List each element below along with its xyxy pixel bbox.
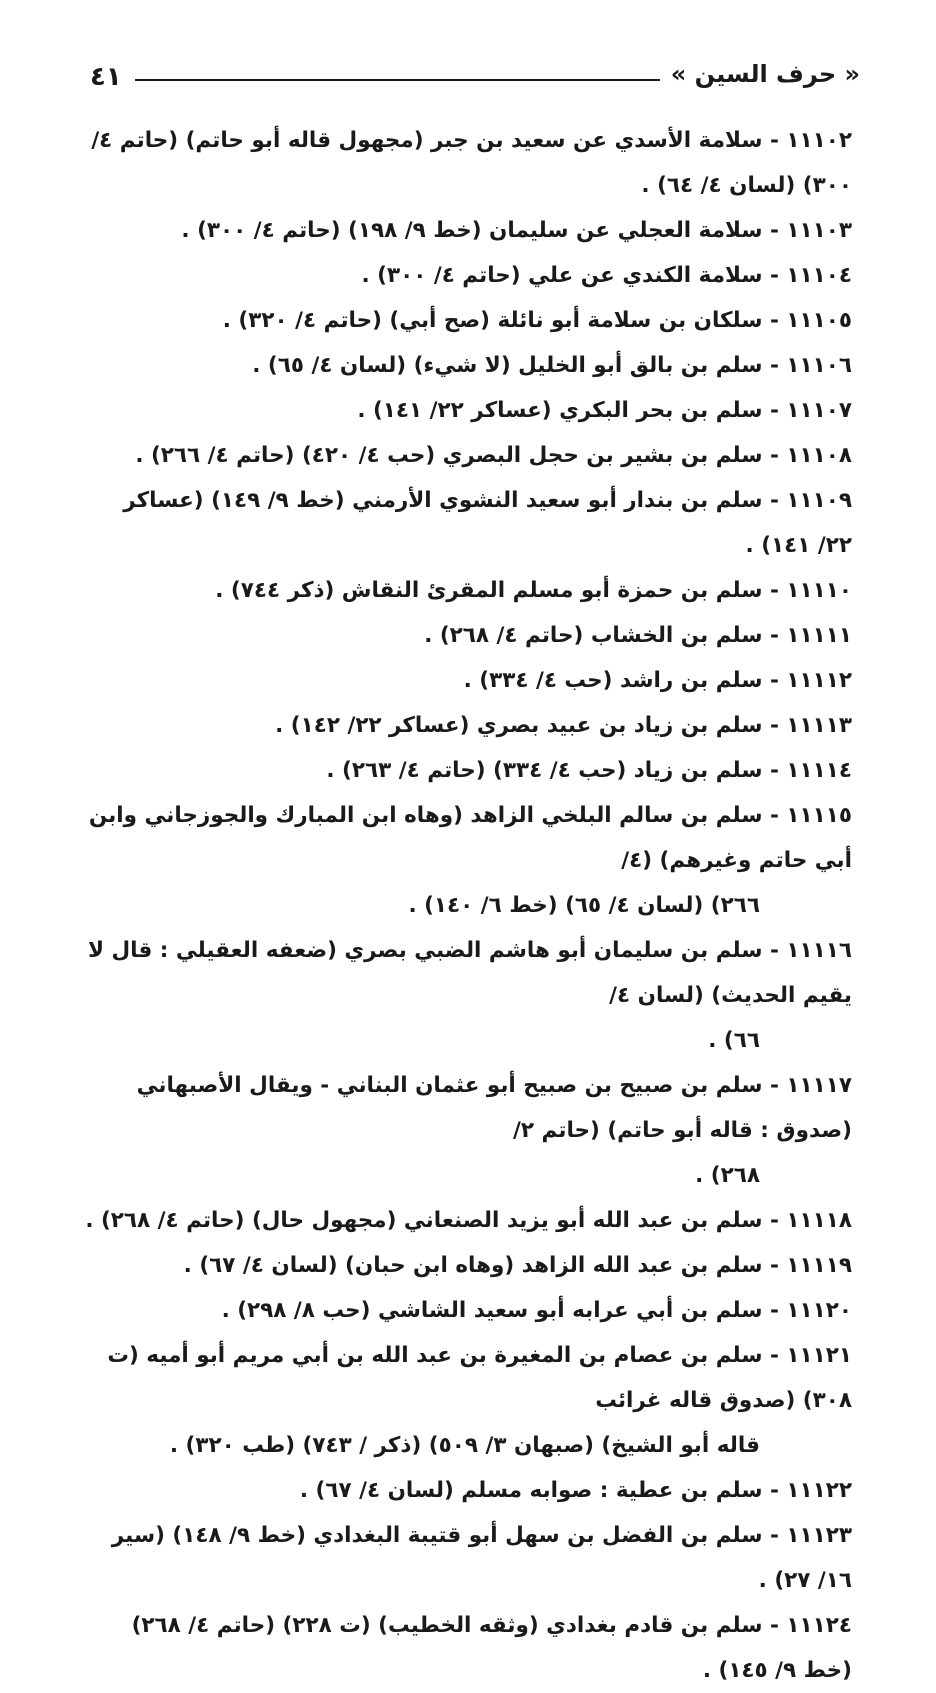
entry-number: ١١١٠٥ — [786, 308, 852, 333]
entry — [84, 1063, 852, 1198]
header-rule — [135, 79, 660, 81]
entry-number: ١١١٠٧ — [786, 398, 852, 423]
entry — [84, 703, 852, 748]
entry-number: ١١١٢٠ — [786, 1298, 852, 1323]
entry-text: - سلامة العجلي عن سليمان (خط ٩/ ١٩٨) (حاتم ٤/ ٣٠٠) . — [181, 218, 787, 243]
entry-text: - سلم بن زياد (حب ٤/ ٣٣٤) (حاتم ٤/ ٢٦٣) . — [326, 758, 787, 783]
entry-text: - سلم بن عبد الله أبو يزيد الصنعاني (مجهول حال) (حاتم ٤/ ٢٦٨) . — [85, 1208, 787, 1233]
entry-text: - سلم بن الفضل بن سهل أبو قتيبة البغدادي (خط ٩/ ١٤٨) (سير ١٦/ ٢٧) . — [111, 1523, 852, 1593]
entry-text: - سلامة الكندي عن علي (حاتم ٤/ ٣٠٠) . — [361, 263, 787, 288]
entry — [84, 748, 852, 793]
page-number: ٤١ — [90, 62, 122, 92]
entry-number: ١١١٢٤ — [786, 1613, 852, 1638]
entry-number: ١١١١٠ — [786, 578, 852, 603]
entry — [84, 253, 852, 298]
entry-text: - سلم بن عطية : صوابه مسلم (لسان ٤/ ٦٧) . — [299, 1478, 787, 1503]
entry-number: ١١١٠٣ — [786, 218, 852, 243]
entry-text: - سلم بن زياد بن عبيد بصري (عساكر ٢٢/ ١٤٢) . — [275, 713, 787, 738]
entry — [84, 658, 852, 703]
entry — [84, 478, 852, 568]
entry — [84, 1468, 852, 1513]
entry-number: ١١١١١ — [786, 623, 852, 648]
entry-text: - سلامة الأسدي عن سعيد بن جبر (مجهول قاله أبو حاتم) (حاتم ٤/ ٣٠٠) (لسان ٤/ ٦٤) . — [91, 128, 852, 198]
entry-text: - سلم بن حمزة أبو مسلم المقرئ النقاش (ذكر ٧٤٤) . — [215, 578, 787, 603]
entry — [84, 208, 852, 253]
entry-continuation: ٢٦٦) (لسان ٤/ ٦٥) (خط ٦/ ١٤٠) . — [408, 893, 760, 918]
entry — [84, 433, 852, 478]
entry-number: ١١١٠٨ — [786, 443, 852, 468]
entry — [84, 928, 852, 1063]
entry — [84, 388, 852, 433]
entry-continuation: قاله أبو الشيخ) (صبهان ٣/ ٥٠٩) (ذكر / ٧٤٣) (طب ٣٢٠) . — [169, 1433, 760, 1458]
entry — [84, 1198, 852, 1243]
entry — [84, 298, 852, 343]
entry-text: - سلم بن بشير بن حجل البصري (حب ٤/ ٤٢٠) (حاتم ٤/ ٢٦٦) . — [135, 443, 787, 468]
entry-number: ١١١١٨ — [786, 1208, 852, 1233]
entry-number: ١١١١٦ — [786, 938, 852, 963]
entry-text: - سلم بن صبيح بن صبيح أبو عثمان البناني - ويقال الأصبهاني (صدوق : قاله أبو حاتم) (حاتم ٢/ — [136, 1073, 852, 1143]
entry-number: ١١١١٣ — [786, 713, 852, 738]
entry-text: - سلم بن قادم بغدادي (وثقه الخطيب) (ت ٢٢٨) (حاتم ٤/ ٢٦٨) (خط ٩/ ١٤٥) . — [131, 1613, 852, 1683]
entry-text: - سلم بن راشد (حب ٤/ ٣٣٤) . — [463, 668, 787, 693]
entry — [84, 568, 852, 613]
entry — [84, 1603, 852, 1693]
entry-number: ١١١٢٢ — [786, 1478, 852, 1503]
entry-number: ١١١١٢ — [786, 668, 852, 693]
running-title: « حرف السين » — [670, 60, 860, 88]
entry-text: - سلم بن الخشاب (حاتم ٤/ ٢٦٨) . — [424, 623, 787, 648]
entry-number: ١١١١٩ — [786, 1253, 852, 1278]
entry — [84, 1243, 852, 1288]
entry-number: ١١١٠٦ — [786, 353, 852, 378]
entry-text: - سلم بن عصام بن المغيرة بن عبد الله بن أبي مريم أبو أميه (ت ٣٠٨) (صدوق قاله غرائب — [107, 1343, 852, 1413]
entry-number: ١١١٢٣ — [786, 1523, 852, 1548]
entry-text: - سلكان بن سلامة أبو نائلة (صح أبي) (حاتم ٤/ ٣٢٠) . — [222, 308, 787, 333]
entry-text: - سلم بن عبد الله الزاهد (وهاه ابن حبان) (لسان ٤/ ٦٧) . — [183, 1253, 787, 1278]
entry — [84, 793, 852, 928]
entry-number: ١١١٠٤ — [786, 263, 852, 288]
entry-continuation: ٦٦) . — [708, 1028, 760, 1053]
entry — [84, 613, 852, 658]
entry — [84, 118, 852, 208]
entry-number: ١١١١٧ — [786, 1073, 852, 1098]
entry-number: ١١١٠٩ — [786, 488, 852, 513]
entry-text: - سلم بن أبي عرابه أبو سعيد الشاشي (حب ٨/ ٢٩٨) . — [221, 1298, 787, 1323]
entry-number: ١١١٠٢ — [786, 128, 852, 153]
entry-text: - سلم بن بندار أبو سعيد النشوي الأرمني (خط ٩/ ١٤٩) (عساكر ٢٢/ ١٤١) . — [123, 488, 852, 558]
entry-text: - سلم بن بحر البكري (عساكر ٢٢/ ١٤١) . — [357, 398, 787, 423]
entry-number: ١١١١٤ — [786, 758, 852, 783]
entry-number: ١١١٢١ — [786, 1343, 852, 1368]
entry — [84, 1513, 852, 1603]
entry-list — [84, 118, 852, 1693]
entry-text: - سلم بن بالق أبو الخليل (لا شيء) (لسان ٤/ ٦٥) . — [252, 353, 787, 378]
entry — [84, 1288, 852, 1333]
page-header — [80, 58, 860, 98]
entry-number: ١١١١٥ — [786, 803, 852, 828]
entry — [84, 343, 852, 388]
entry-text: - سلم بن سالم البلخي الزاهد (وهاه ابن المبارك والجوزجاني وابن أبي حاتم وغيرهم) (٤/ — [88, 803, 852, 873]
entry — [84, 1333, 852, 1468]
entry-text: - سلم بن سليمان أبو هاشم الضبي بصري (ضعفه العقيلي : قال لا يقيم الحديث) (لسان ٤/ — [87, 938, 852, 1008]
entry-continuation: ٢٦٨) . — [695, 1163, 760, 1188]
